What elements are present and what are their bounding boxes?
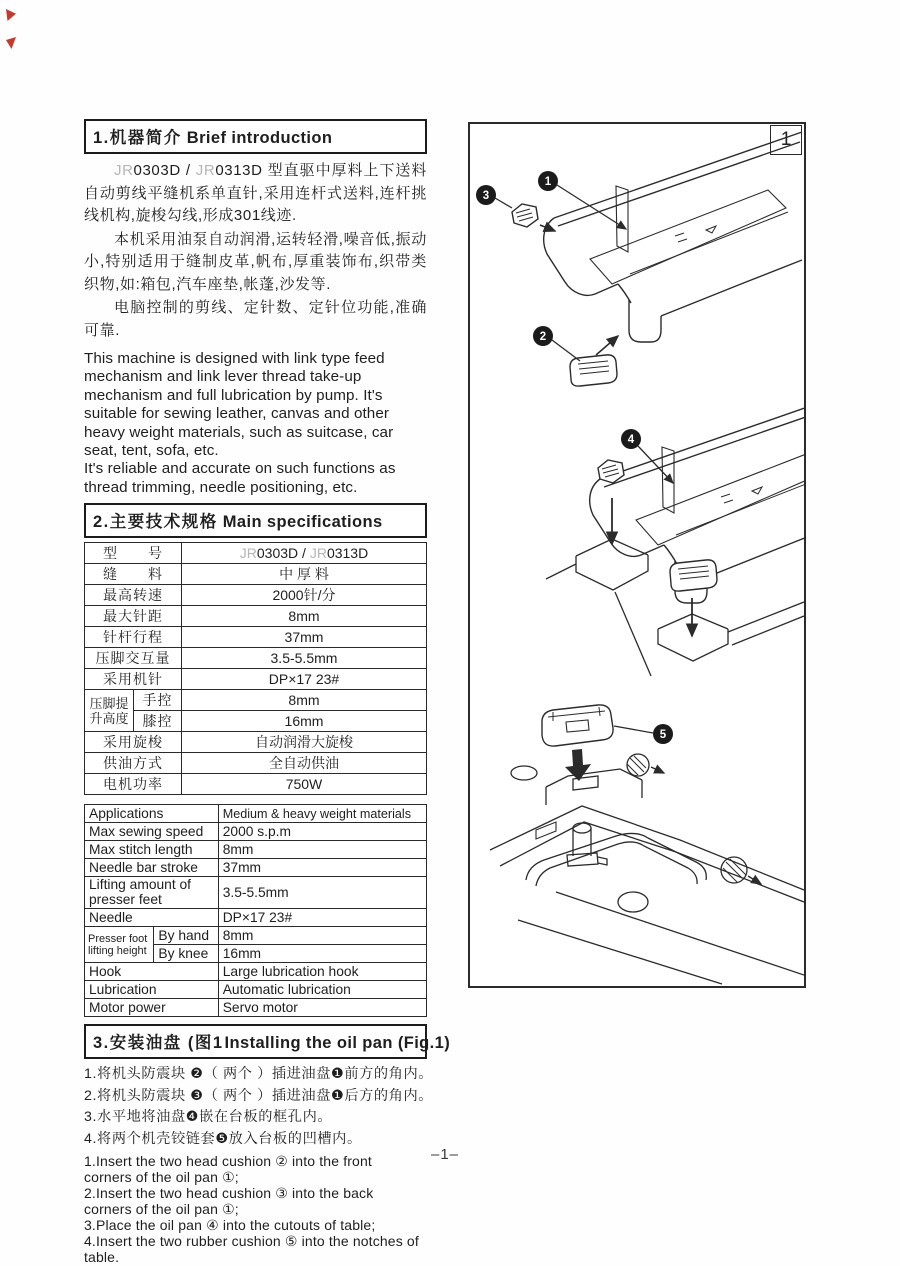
callout-3-leader	[495, 198, 512, 208]
figure-1-box	[468, 122, 806, 988]
spec-label: 供油方式	[85, 753, 182, 774]
table-row	[85, 841, 427, 859]
text-column	[84, 119, 451, 1266]
model-prefix: JR	[309, 545, 327, 562]
spec-value: 37mm	[218, 859, 426, 877]
table-row	[85, 690, 427, 711]
step-line: 4.将两个机壳铰链套❺放入台板的凹槽内。	[84, 1130, 362, 1147]
diagram-oil-pan-into-table	[546, 393, 804, 676]
model-prefix: JR	[239, 545, 257, 562]
model-number: 0313D	[215, 162, 263, 179]
spec-value: Medium & heavy weight materials	[218, 805, 426, 823]
spec-value: 中 厚 料	[181, 564, 426, 585]
spec-value: 37mm	[181, 627, 426, 648]
model-number: 0303D	[133, 162, 181, 179]
red-pen-mark	[6, 9, 16, 21]
callout-3-number: 3	[482, 190, 490, 202]
model-number: 0303D	[256, 545, 299, 562]
table-row	[85, 648, 427, 669]
spec-value: 8mm	[181, 690, 426, 711]
oil-pan-drawing	[544, 132, 802, 342]
table-row	[85, 732, 427, 753]
callout-5-number: 5	[659, 729, 667, 741]
table-notch-drawing	[490, 754, 804, 984]
spec-value: 8mm	[218, 927, 426, 945]
spec-label: Needle	[85, 909, 219, 927]
red-pen-mark	[6, 37, 16, 49]
table-row	[85, 823, 427, 841]
spec-sublabel: 手控	[134, 690, 182, 711]
cushion-on-corner	[670, 560, 717, 591]
step-line: 3.Place the oil pan ④ into the cutouts of table;	[84, 1216, 376, 1233]
install-steps-english	[84, 1154, 420, 1265]
section1-chinese-paragraphs	[84, 160, 427, 342]
spec-label: 压脚交互量	[85, 648, 182, 669]
model-number: 0313D	[326, 545, 369, 562]
spec-value: 自动润滑大旋梭	[181, 732, 426, 753]
section2-heading-en: Main specifications	[222, 513, 383, 532]
spec-group-label: Presser foot lifting height	[85, 927, 154, 963]
table-row	[85, 627, 427, 648]
callout-1-number: 1	[544, 176, 552, 188]
spec-label: Lubrication	[85, 981, 219, 999]
table-row	[85, 909, 427, 927]
table-row	[85, 753, 427, 774]
step-line: 1.Insert the two head cushion ② into the front corners of the oil pan ①;	[84, 1153, 372, 1186]
spec-sublabel: 膝控	[134, 711, 182, 732]
table-row	[85, 711, 427, 732]
spec-label: Applications	[85, 805, 219, 823]
section3-heading	[84, 1024, 451, 1059]
spec-value: 3.5-5.5mm	[181, 648, 426, 669]
spec-label: 电机功率	[85, 774, 182, 795]
spec-value: 2000针/分	[181, 585, 426, 606]
spec-label: Max sewing speed	[85, 823, 219, 841]
callout-4-number: 4	[627, 434, 635, 446]
spec-value: DP×17 23#	[218, 909, 426, 927]
spec-value: 16mm	[218, 945, 426, 963]
figure-number-label: 1	[770, 125, 802, 155]
step-line: 1.将机头防震块 ❷（ 两个 ）插进油盘❶前方的角内。	[84, 1066, 434, 1083]
paragraph-text: 型直驱中厚料上下送料自动剪线平缝机系单直针,采用连杆式送料,连杆挑线机构,旋梭勾线,形成301线迹.	[84, 162, 427, 224]
table-row	[85, 669, 427, 690]
paragraph: It's reliable and accurate on such functions as thread trimming, needle positioning, etc.	[84, 460, 396, 496]
table-row	[85, 963, 427, 981]
spec-label: Max stitch length	[85, 841, 219, 859]
model-separator: /	[298, 545, 310, 562]
spec-value: Large lubrication hook	[218, 963, 426, 981]
cushion-on-corner	[598, 460, 624, 483]
step-line: 4.Insert the two rubber cushion ⑤ into the notches of table.	[84, 1232, 419, 1265]
rubber-cushion-5-drawing	[542, 705, 613, 746]
spec-sublabel: By knee	[154, 945, 218, 963]
install-steps-chinese	[84, 1064, 434, 1150]
spec-label: 最高转速	[85, 585, 182, 606]
table-row	[85, 999, 427, 1017]
spec-label: 采用旋梭	[85, 732, 182, 753]
spec-label: Motor power	[85, 999, 219, 1017]
callout-2-number: 2	[539, 331, 547, 343]
step-line: 2.将机头防震块 ❸（ 两个 ）插进油盘❶后方的角内。	[84, 1087, 434, 1104]
page-number: –1–	[430, 1146, 460, 1163]
spec-group-label: 压脚提升高度	[85, 690, 134, 732]
table-row	[85, 859, 427, 877]
paragraph: 电脑控制的剪线、定针数、定针位功能,准确可靠.	[84, 299, 427, 339]
model-prefix: JR	[114, 162, 134, 179]
table-row	[85, 543, 427, 564]
spec-value: 2000 s.p.m	[218, 823, 426, 841]
spec-label: 缝 料	[85, 564, 182, 585]
spec-label: 针杆行程	[85, 627, 182, 648]
spec-label: Lifting amount of presser feet	[85, 877, 219, 909]
spec-value: 3.5-5.5mm	[218, 877, 426, 909]
diagram-oil-pan-cushions	[476, 132, 802, 386]
spec-value: 16mm	[181, 711, 426, 732]
spec-sublabel: By hand	[154, 927, 218, 945]
spec-value: 全自动供油	[181, 753, 426, 774]
diagram-rubber-cushion-notch	[490, 705, 804, 984]
spec-label: 型 号	[85, 543, 182, 564]
spec-label: 采用机针	[85, 669, 182, 690]
spec-value: 8mm	[181, 606, 426, 627]
model-prefix: JR	[195, 162, 216, 179]
spec-value	[181, 543, 426, 564]
spec-value: 8mm	[218, 841, 426, 859]
head-cushion-3-drawing	[512, 204, 538, 227]
table-row	[85, 606, 427, 627]
spec-value: 750W	[181, 774, 426, 795]
section2-heading	[84, 503, 427, 538]
spec-label: Needle bar stroke	[85, 859, 219, 877]
paragraph	[84, 160, 427, 228]
english-spec-table	[84, 804, 427, 1017]
chinese-spec-table	[84, 542, 427, 795]
section1-heading	[84, 119, 427, 154]
callout-2-leader	[552, 340, 580, 361]
table-row	[85, 585, 427, 606]
table-row	[85, 927, 427, 945]
table-row	[85, 877, 427, 909]
figure-1-drawing	[470, 124, 804, 986]
table-row	[85, 805, 427, 823]
table-row	[85, 981, 427, 999]
section2-heading-zh: 2.主要技术规格	[93, 513, 218, 532]
insert-arrow	[596, 336, 618, 355]
spec-label: Hook	[85, 963, 219, 981]
section3-heading-zh: 3.安装油盘 (图1	[93, 1034, 224, 1053]
paragraph: This machine is designed with link type feed mechanism and link lever thread take-up mechanism and full lubrication by pump. It's suitable for sewing leather, canvas and other heavy weight materials, such as suitcase, car seat, tent, sofa, etc.	[84, 350, 394, 460]
section3-heading-en: Installing the oil pan (Fig.1)	[224, 1034, 451, 1053]
section1-heading-zh: 1.机器简介	[93, 129, 182, 147]
spec-value: Servo motor	[218, 999, 426, 1017]
callout-5-leader	[614, 726, 653, 733]
step-line: 2.Insert the two head cushion ③ into the back corners of the oil pan ①;	[84, 1185, 374, 1217]
spec-label: 最大针距	[85, 606, 182, 627]
table-row	[85, 774, 427, 795]
step-line: 3.水平地将油盘❹嵌在台板的框孔内。	[84, 1109, 333, 1126]
table-row	[85, 564, 427, 585]
paragraph: 本机采用油泵自动润滑,运转轻滑,噪音低,振动小,特别适用于缝制皮革,帆布,厚重装饰布,织带类织物,如:箱包,汽车座垫,帐蓬,沙发等.	[84, 230, 427, 293]
model-separator: /	[180, 162, 196, 179]
spec-value: DP×17 23#	[181, 669, 426, 690]
section1-heading-en: Brief introduction	[186, 129, 333, 147]
spec-value: Automatic lubrication	[218, 981, 426, 999]
section1-english-paragraphs	[84, 350, 427, 497]
